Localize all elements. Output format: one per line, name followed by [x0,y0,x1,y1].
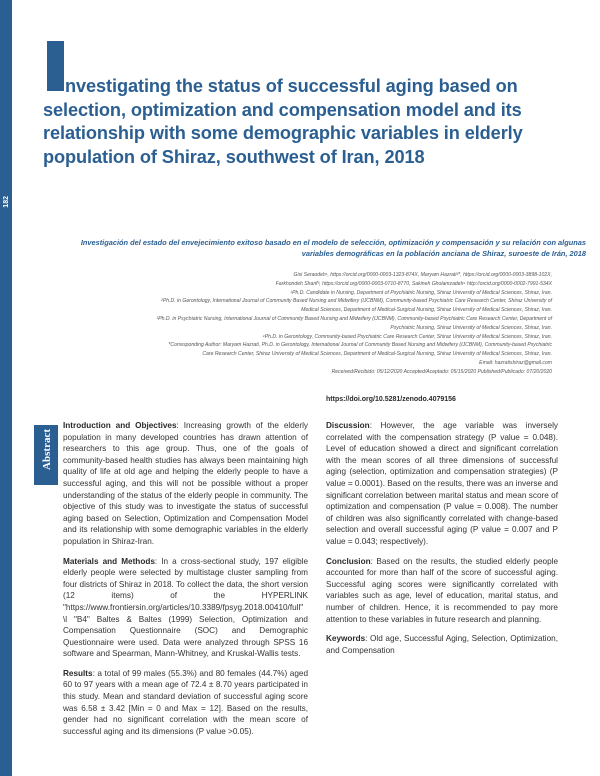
title-text: nvestigating the status of successful aging based on selection, optimization and compensation model and its relationship with some demographic variables in elderly population of Shiraz, southwest of Iran, 2018 [43,76,523,167]
methods-heading: Materials and Methods [63,556,155,566]
affiliation: ³Ph.D. in Psychiatric Nursing, International Journal of Community Based Nursing and Midwifery (IJCBNM), Community-based Psychiatric Care Research Center, Department of [156,315,552,322]
methods-paragraph: Materials and Methods: In a cross-sectional study, 197 eligible elderly people were selected by multistage cluster sampling from four districts of Shiraz in 2018. To collect the data, the short version (12 items) of the HYPERLINK "https://www.frontiersin.org/articles/10.3389/fpsyg.2018.00410/full" \l "B4" Baltes & Baltes (1999) Selection, Optimization and Compensation Questionnaire (SOC) and Demographic Questionnaire were used. Data were analyzed through SPSS 16 software and Spearman, Mann-Whitney, and Kruskal-Wallis tests. [63,556,308,659]
author-email: Email: hazratishiraz@gmail.com [479,359,552,366]
discussion-paragraph: Discussion: However, the age variable was inversely correlated with the compensation strategy (P value = 0.048). Level of education showed a direct and significant correlation with the mean scores of all three dimensions of successful aging (selection, optimization and compensation strategies) (P value = 0.0001). Based on the results, there was an inverse and significant correlation between marital status and mean score of optimization and compensation (P value = 0.008). The number of children was also significantly correlated with change-based selection and overall successful aging (P value = 0.007 and P value = 0.043; respectively). [326,421,558,546]
doi-link[interactable]: https://doi.org/10.5281/zenodo.4079156 [326,396,456,403]
affiliation: ¹Ph.D. Candidate in Nursing, Department of Psychiatric Nursing, Shiraz University of Medical Sciences, Shiraz, Iran. [290,289,552,296]
authors-line: Gisi Seraodeh¹, https://orcid.org/0000-0003-1323-874X, Maryam Hazrati²*, https://orcid.org/0000-0003-3898-102X, [293,272,552,278]
affiliation: Psychiatric Nursing, Shiraz University of Medical Sciences, Shiraz, Iran. [390,324,552,331]
results-paragraph: Results: a total of 99 males (55.3%) and 80 females (44.7%) aged 60 to 97 years with a mean age of 72.4 ± 8.70 years participated in this study. Mean and standard deviation of successful aging score was 6.58 ± 3.42 [Min = 0 and Max = 12]. Based on the results, gender had no significant correlation with the mean score of successful aging and its dimensions (P value >0.05). [63,668,308,736]
publication-dates: Received/Recibido: 05/12/2020 Accepted/Aceptado: 05/15/2020 Published/Publicado: 07/20/2020 [331,368,552,375]
left-margin-strip [0,0,12,776]
affiliation: ⁴Ph.D. in Gerontology, Community-based Psychiatric Care Research Center, Shiraz University of Medical Sciences, Shiraz, Iran. [262,333,552,340]
abstract-label-tab: Abstract [34,425,58,485]
author-block [25,271,552,377]
results-heading: Results [63,668,93,678]
corresponding-author: Care Research Center, Shiraz University of Medical Sciences, Department of Medical-Surgical Nursing, Shiraz University of Medical Sciences, Shiraz, Iran. [202,351,552,358]
page-number: 182 [2,196,10,208]
intro-heading: Introduction and Objectives [63,421,177,430]
abstract-column-left [63,420,308,745]
affiliation: Medical Sciences, Department of Medical-Surgical Nursing, Shiraz University of Medical Sciences, Shiraz, Iran. [301,307,552,314]
keywords-paragraph: Keywords: Old age, Successful Aging, Selection, Optimization, and Compensation [326,634,558,655]
conclusion-heading: Conclusion [326,556,371,566]
corresponding-author: *Corresponding Author: Maryam Hazrati, Ph.D. in Gerontology, International Journal of Community Based Nursing and Midwifery (IJCBNM), Community-based Psychiatric [168,342,552,349]
conclusion-paragraph: Conclusion: Based on the results, the studied elderly people accounted for more than half of the score of successful aging. Successful aging scores were significantly correlated with variables such as age, level of education, marital status, and number of children. Hence, it is recommended to pay more attention to these variables in future research and planning. [326,556,558,624]
abstract-column-right [326,420,558,664]
affiliation: ²Ph.D. in Gerontology, International Journal of Community Based Nursing and Midwifery (IJCBNM), Community-based Psychiatric Care Research Center, Shiraz University of [161,298,552,305]
discussion-heading: Discussion [326,421,370,430]
intro-paragraph: Introduction and Objectives: Increasing growth of the elderly population in many developed countries has drawn attention of researchers to this age group. Thus, one of the goals of community-based health studies has always been maintaining high quality of life at old age and helping the elderly people to have a successful aging, and this will not be possible without a proper understanding of the status of the elderly people in community. The objective of this study was to investigate the status of successful aging based on Selection, Optimization and Compensation Model and its relationship with some demographic variables in the elderly population in Shiraz-Iran. [63,421,308,546]
spanish-title: Investigación del estado del envejecimiento exitoso basado en el modelo de selección, optimización y compensación y su relación con algunas variables demográficas en la población anciana de Shiraz, suroeste de Irán, 2018 [80,238,586,258]
keywords-heading: Keywords [326,634,366,644]
article-title [43,75,591,169]
authors-line: Farkhondeh Sharif³, https://orcid.org/0000-0003-0710-8770, Sakineh Gholamzadeh⁴ http://orcid.org/0000-0002-7991-534X [275,280,552,287]
